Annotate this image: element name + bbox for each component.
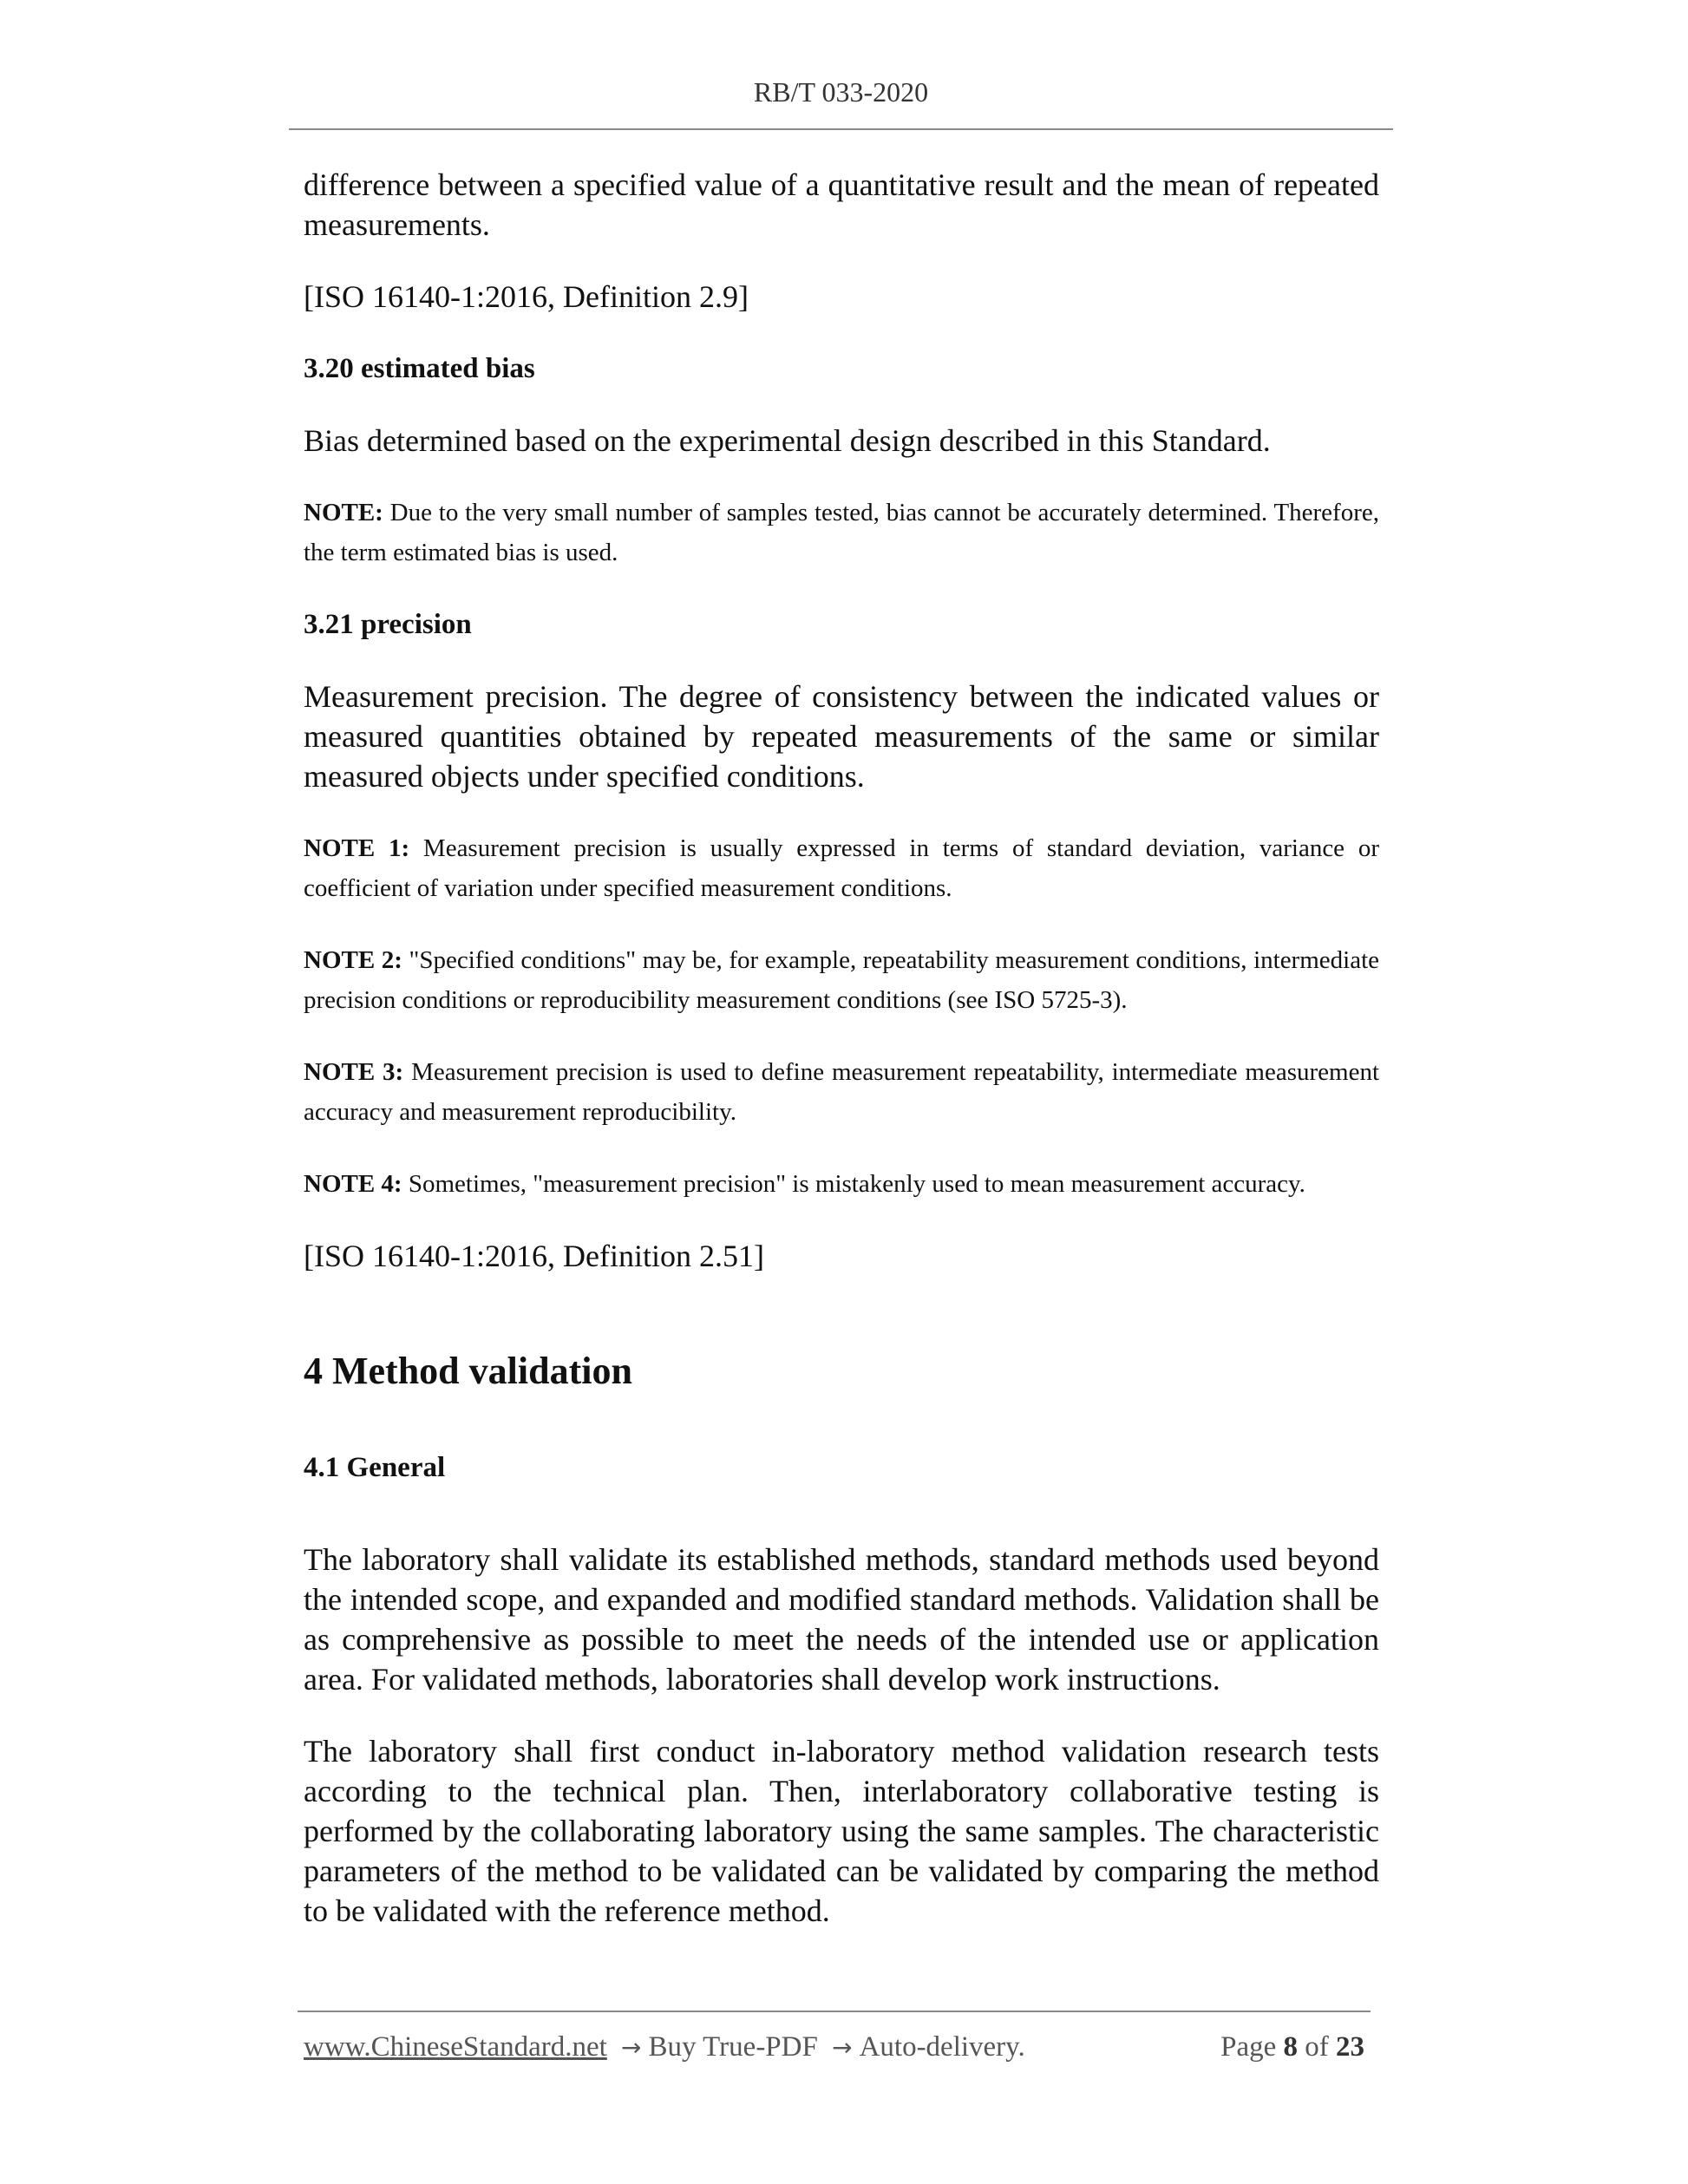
paragraph-validation-scope: The laboratory shall validate its established methods, standard methods used beyond the intended scope, and expanded and modified standard methods. Validation shall be as comprehensive as possible to meet the needs of the intended use or application area. For validated methods, laboratories shall develop work instructions. bbox=[304, 1542, 1379, 1697]
of-label: of bbox=[1305, 2031, 1329, 2063]
note-precision-1 bbox=[304, 828, 1379, 908]
subsection-heading-general: 4.1 General bbox=[304, 1452, 446, 1483]
document-code: RB/T 033-2020 bbox=[753, 76, 929, 108]
note-text: "Specified conditions" may be, for example, repeatability measurement conditions, intermediate precision conditions or reproducibility measurement conditions (see ISO 5725-3). bbox=[304, 946, 1380, 1014]
paragraph-validation-procedure: The laboratory shall first conduct in-laboratory method validation research tests according to the technical plan. Then, interlaboratory collaborative testing is performed by the collaborating laboratory using the same samples. The characteristic parameters of the method to be validated can be validated by comparing the method to be validated with the reference method. bbox=[304, 1734, 1379, 1928]
definition-continuation: difference between a specified value of a quantitative result and the mean of repeated measurements. bbox=[304, 167, 1379, 242]
page-header bbox=[289, 0, 1393, 130]
note-text: Measurement precision is used to define measurement repeatability, intermediate measurement accuracy and measurement reproducibility. bbox=[304, 1058, 1379, 1126]
footer-step-buy: Buy True-PDF bbox=[648, 2031, 818, 2063]
footer-purchase-info bbox=[304, 2031, 1025, 2063]
note-label: NOTE 3: bbox=[304, 1058, 404, 1086]
page-label: Page bbox=[1220, 2031, 1277, 2063]
arrow-right-icon: → bbox=[832, 2033, 853, 2062]
reference-citation: [ISO 16140-1:2016, Definition 2.51] bbox=[304, 1239, 764, 1273]
definition-estimated-bias: Bias determined based on the experimental design described in this Standard. bbox=[304, 423, 1271, 458]
website-link[interactable]: www.ChineseStandard.net bbox=[304, 2031, 607, 2063]
page-number bbox=[1220, 2031, 1364, 2063]
note-label: NOTE 1: bbox=[304, 834, 410, 862]
note-label: NOTE: bbox=[304, 499, 383, 526]
section-heading-method-validation: 4 Method validation bbox=[304, 1350, 632, 1392]
page-total: 23 bbox=[1336, 2031, 1364, 2063]
note-precision-4 bbox=[304, 1164, 1379, 1204]
note-label: NOTE 2: bbox=[304, 946, 402, 974]
footer-step-delivery: Auto-delivery. bbox=[859, 2031, 1025, 2063]
reference-citation: [ISO 16140-1:2016, Definition 2.9] bbox=[304, 279, 749, 314]
arrow-right-icon: → bbox=[621, 2033, 642, 2062]
term-heading-precision: 3.21 precision bbox=[304, 609, 472, 640]
page-footer bbox=[298, 2011, 1371, 2063]
page-current: 8 bbox=[1283, 2031, 1298, 2063]
note-precision-2 bbox=[304, 940, 1379, 1020]
note-text: Due to the very small number of samples tested, bias cannot be accurately determined. Therefore, the term estimated bias is used. bbox=[304, 499, 1379, 566]
note-text: Measurement precision is usually expressed in terms of standard deviation, variance or coefficient of variation under specified measurement conditions. bbox=[304, 834, 1379, 902]
note-label: NOTE 4: bbox=[304, 1170, 402, 1198]
note-text: Sometimes, "measurement precision" is mistakenly used to mean measurement accuracy. bbox=[402, 1170, 1305, 1198]
definition-precision: Measurement precision. The degree of consistency between the indicated values or measured quantities obtained by repeated measurements of the same or similar measured objects under specified conditions. bbox=[304, 679, 1379, 794]
term-heading-estimated-bias: 3.20 estimated bias bbox=[304, 353, 535, 384]
note-estimated-bias bbox=[304, 493, 1379, 572]
note-precision-3 bbox=[304, 1052, 1379, 1132]
page-content bbox=[304, 165, 1379, 1963]
